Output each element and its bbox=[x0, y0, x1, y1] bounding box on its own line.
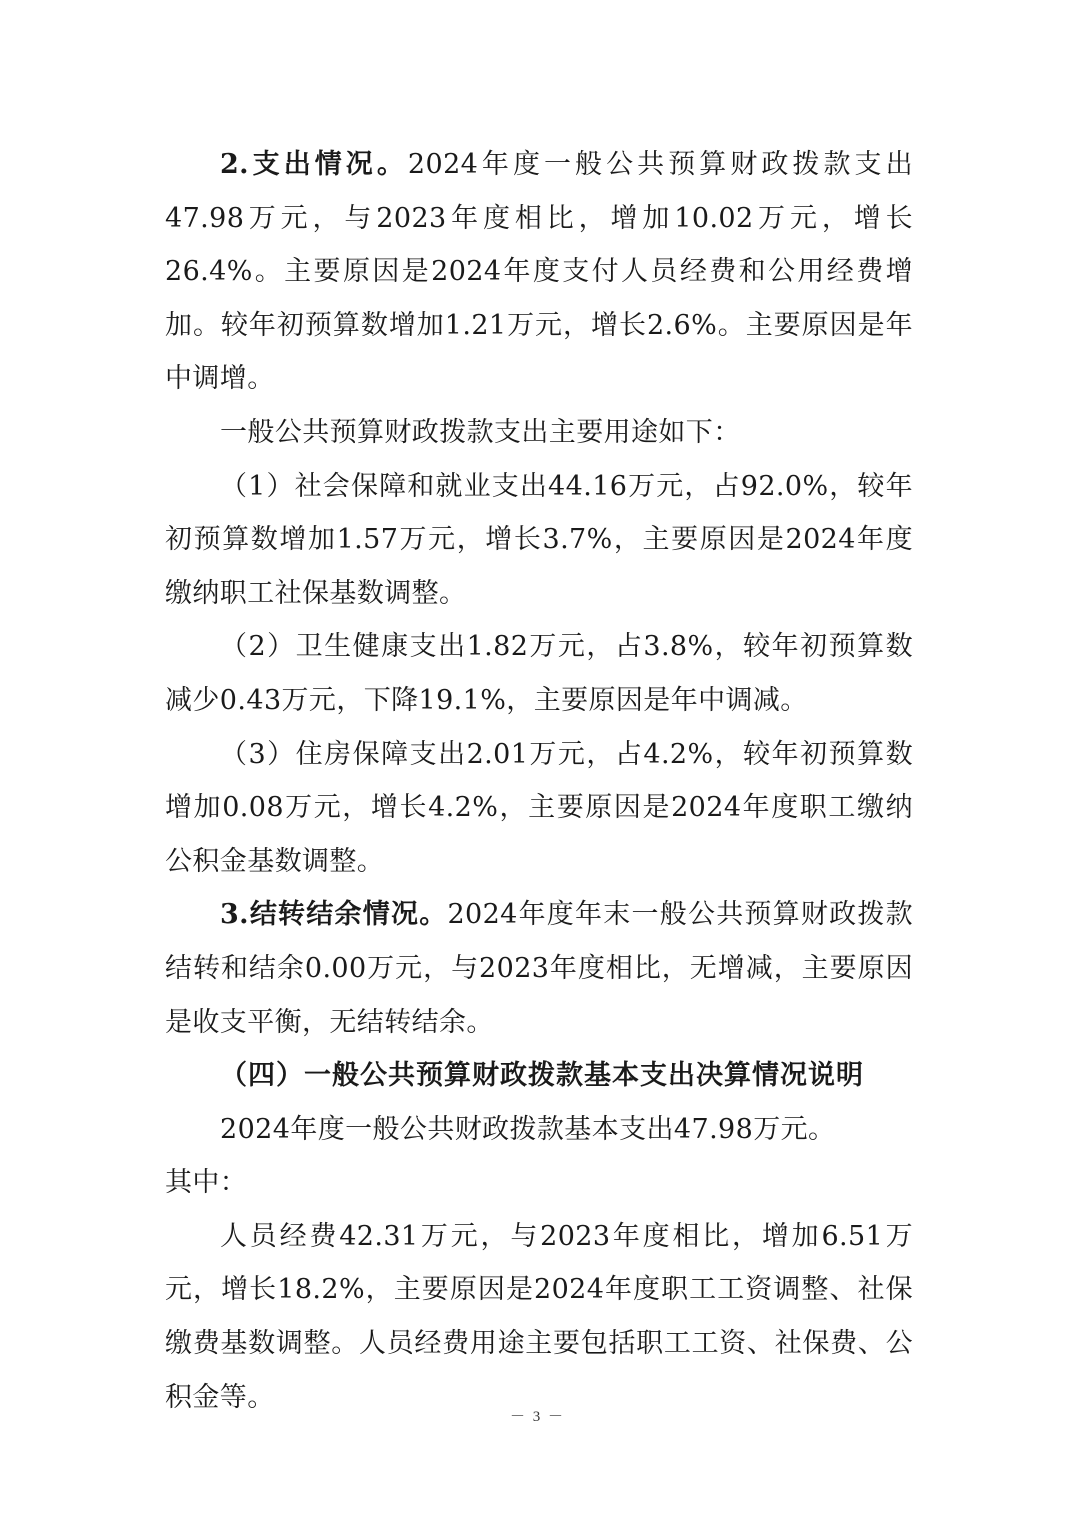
paragraph-lead: 3.结转结余情况。 bbox=[220, 899, 448, 931]
paragraph-text: 2024年度一般公共预算财政拨款支出47.98万元，与2023年度相比，增加10.02万元，增长26.4%。主要原因是2024年度支付人员经费和公用经费增加。较年初预算数增加1.21万元，增长2.6%。主要原因是年中调增。 bbox=[165, 149, 913, 395]
paragraph-main-uses-intro bbox=[165, 406, 913, 460]
paragraph-housing bbox=[165, 728, 913, 889]
paragraph-social-security bbox=[165, 460, 913, 621]
paragraph-text: 人员经费42.31万元，与2023年度相比，增加6.51万元，增长18.2%，主要原因是2024年度职工工资调整、社保缴费基数调整。人员经费用途主要包括职工工资、社保费、公积金等。 bbox=[165, 1220, 913, 1413]
paragraph-expenditure bbox=[165, 138, 913, 406]
page-number: － 3 － bbox=[509, 1409, 565, 1425]
paragraph-personnel bbox=[165, 1210, 913, 1424]
paragraph-basic-among bbox=[165, 1156, 913, 1210]
document-body bbox=[165, 138, 913, 1424]
paragraph-text: 2024年度一般公共财政拨款基本支出47.98万元。 bbox=[220, 1113, 836, 1145]
paragraph-lead: 2.支出情况。 bbox=[220, 149, 408, 180]
section-heading: （四）一般公共预算财政拨款基本支出决算情况说明 bbox=[220, 1060, 864, 1092]
paragraph-text: 一般公共预算财政拨款支出主要用途如下： bbox=[220, 416, 741, 448]
paragraph-health bbox=[165, 620, 913, 727]
paragraph-carryover bbox=[165, 888, 913, 1049]
paragraph-text: （1）社会保障和就业支出44.16万元，占92.0%，较年初预算数增加1.57万元，增长3.7%，主要原因是2024年度缴纳职工社保基数调整。 bbox=[165, 470, 913, 609]
paragraph-text: （3）住房保障支出2.01万元，占4.2%，较年初预算数增加0.08万元，增长4.2%，主要原因是2024年度职工缴纳公积金基数调整。 bbox=[165, 738, 913, 877]
paragraph-basic-total bbox=[165, 1103, 913, 1157]
paragraph-text: 其中： bbox=[165, 1167, 248, 1199]
paragraph-text: （2）卫生健康支出1.82万元，占3.8%，较年初预算数减少0.43万元，下降19.1%，主要原因是年中调减。 bbox=[165, 631, 913, 716]
paragraph-text: 2024年度年末一般公共预算财政拨款结转和结余0.00万元，与2023年度相比，无增减，主要原因是收支平衡，无结转结余。 bbox=[165, 899, 913, 1038]
